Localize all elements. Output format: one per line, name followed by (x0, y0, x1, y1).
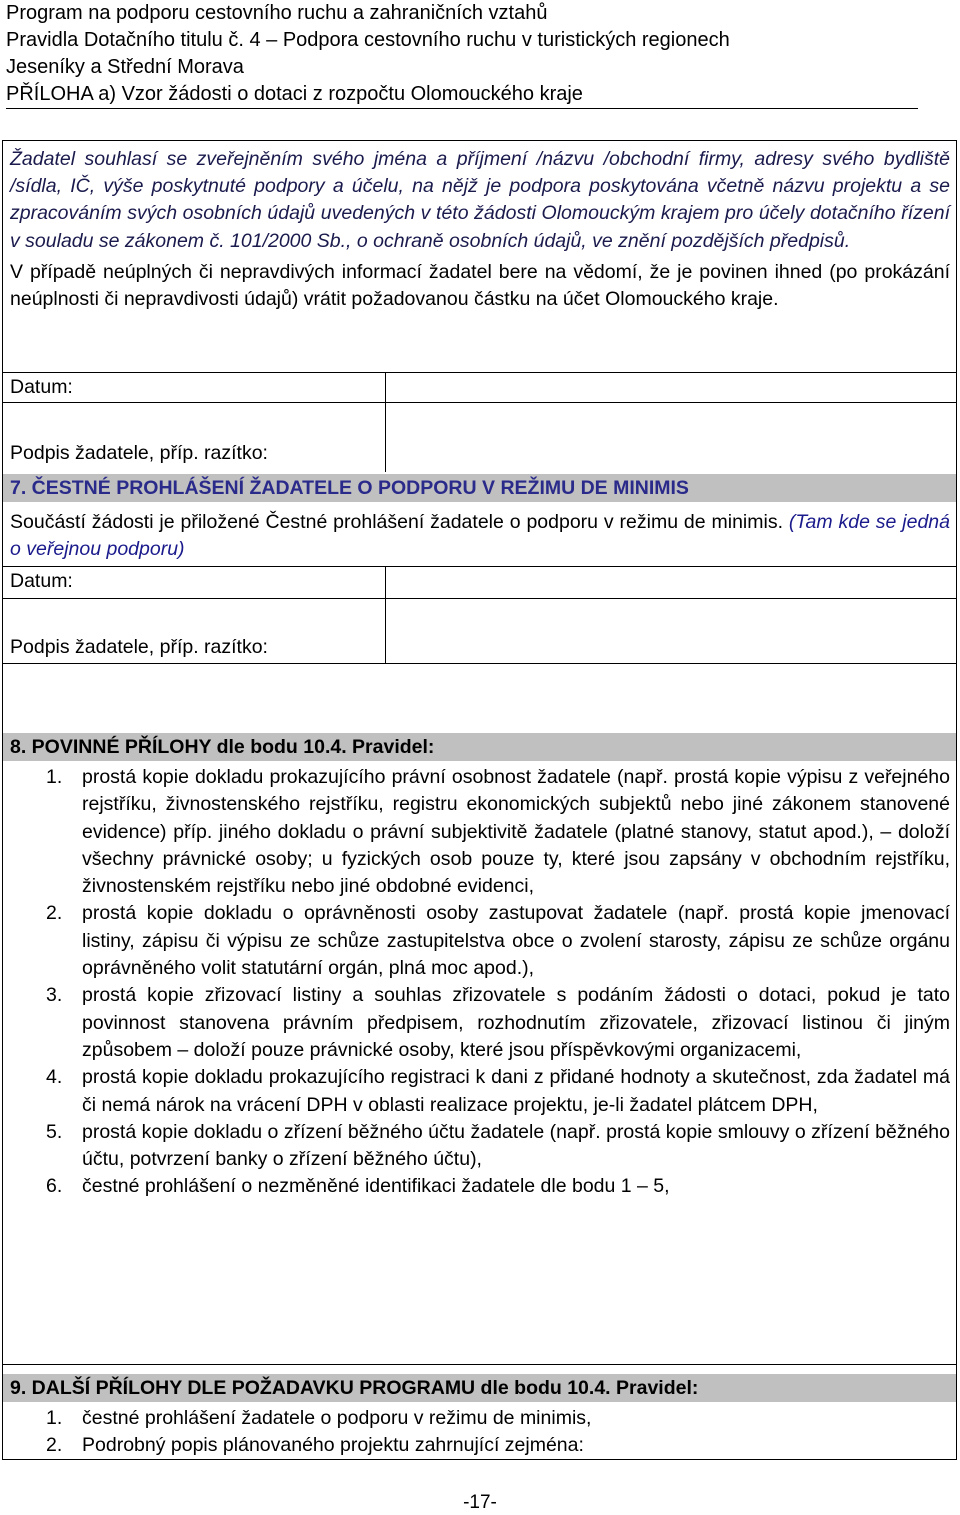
section7-title: 7. ČESTNÉ PROHLÁŠENÍ ŽADATELE O PODPORU V REŽIMU DE MINIMIS (10, 477, 689, 499)
section8-title: 8. POVINNÉ PŘÍLOHY dle bodu 10.4. Pravidel: (10, 736, 435, 758)
page-number: -17- (463, 1492, 497, 1513)
s7-field-divider (385, 566, 386, 663)
header-region: Jeseníky a Střední Morava (6, 56, 244, 78)
consent-statement: Žadatel souhlasí se zveřejněním svého jména a příjmení /názvu /obchodní firmy, adresy svého bydliště /sídla, IČ, výše poskytnuté podpory a účelu, na nějž je podpora poskytována včetně názvu projektu a se zpracováním svých osobních údajů uvedených v této žádosti Olomouckým krajem pro účely dotačního řízení v souladu se zákonem č. 101/2000 Sb., o ochraně osobních údajů, ve znění pozdějších předpisů. (10, 148, 950, 252)
section9-title: 9. DALŠÍ PŘÍLOHY DLE POŽADAVKU PROGRAMU dle bodu 10.4. Pravidel: (10, 1377, 699, 1399)
header-attachment: PŘÍLOHA a) Vzor žádosti o dotaci z rozpočtu Olomouckého kraje (6, 83, 583, 105)
date-label: Datum: (10, 376, 73, 398)
mandatory-attachments-list (10, 764, 950, 1201)
document-header (6, 0, 918, 108)
s7-date-label: Datum: (10, 570, 73, 592)
list-item: 4. prostá kopie dokladu prokazujícího registraci k dani z přidané hodnoty a skutečnost, zda žadatel má či nemá nárok na vrácení DPH v oblasti realizace projektu, je-li žadatel plátcem DPH, (46, 1066, 950, 1116)
signature-row-top-line (2, 402, 957, 403)
s7-signature-row-top-line (2, 598, 957, 599)
refund-warning: V případě neúplných či nepravdivých informací žadatel bere na vědomí, že je povinen ihned (po prokázání neúplnosti či nepravdivosti údajů) vrátit požadovanou částku na účet Olomouckého kraje. (10, 261, 950, 311)
section7-note: (Tam kde se jedná o veřejnou podporu) (10, 511, 950, 561)
additional-attachments-list (10, 1405, 950, 1460)
signature-label: Podpis žadatele, příp. razítko: (10, 442, 268, 464)
header-program: Program na podporu cestovního ruchu a zahraničních vztahů (6, 2, 548, 24)
section7-text (10, 509, 950, 563)
list-item: 3. prostá kopie zřizovací listiny a souhlas zřizovatele s podáním žádosti o dotaci, pokud je tato povinnost stanovena právním předpisem, rozhodnutím zřizovatele, zřizovací listinou či jiným způsobem – doloží pouze právnické osoby, které jsou příspěvkovými organizacemi, (46, 984, 950, 1061)
list-item: 6. čestné prohlášení o nezměněné identifikaci žadatele dle bodu 1 – 5, (46, 1175, 670, 1198)
list-item: 2. prostá kopie dokladu o oprávněnosti osoby zastupovat žadatele (např. prostá kopie jmenovací listiny, zápisu či výpisu ze schůze zastupitelstva obce o zvolení starosty, zápisu ze schůze orgánu oprávněného volit statutární orgán, plná moc apod.), (46, 902, 950, 980)
consent-field-divider (385, 372, 386, 472)
list-item: 1. prostá kopie dokladu prokazujícího právní osobnost žadatele (např. prostá kopie výpisu z veřejného rejstříku, živnostenského rejstříku, registru ekonomických subjektů nebo jiné zákonem stanovené evidence) příp. jiného dokladu o právní subjektivitě žadatele (platné stanovy, statut apod.), – doloží všechny právnické osoby; u fyzických osob pouze ty, které jsou zapsány v obchodním rejstříku, živnostenském rejstříku nebo jiné obdobné evidenci, (46, 766, 950, 898)
header-divider (6, 108, 918, 109)
section9-top-line (2, 1364, 957, 1365)
list-item: 5. prostá kopie dokladu o zřízení běžného účtu žadatele (např. prostá kopie smlouvy o zřízení běžného účtu, potvrzení banky o zřízení běžného účtu), (46, 1120, 950, 1171)
s7-signature-row-bottom-line (2, 663, 957, 664)
header-rules: Pravidla Dotačního titulu č. 4 – Podpora cestovního ruchu v turistických regionech (6, 29, 730, 51)
list-item: 1. čestné prohlášení žadatele o podporu v režimu de minimis, (46, 1407, 592, 1429)
s7-date-row-top-line (2, 566, 957, 567)
list-item: 2. Podrobný popis plánovaného projektu zahrnující zejména: (46, 1434, 584, 1457)
date-row-top-line (2, 372, 957, 373)
section7-body: Součástí žádosti je přiložené Čestné prohlášení žadatele o podporu v režimu de minimis. (10, 511, 783, 533)
s7-signature-label: Podpis žadatele, příp. razítko: (10, 636, 268, 658)
